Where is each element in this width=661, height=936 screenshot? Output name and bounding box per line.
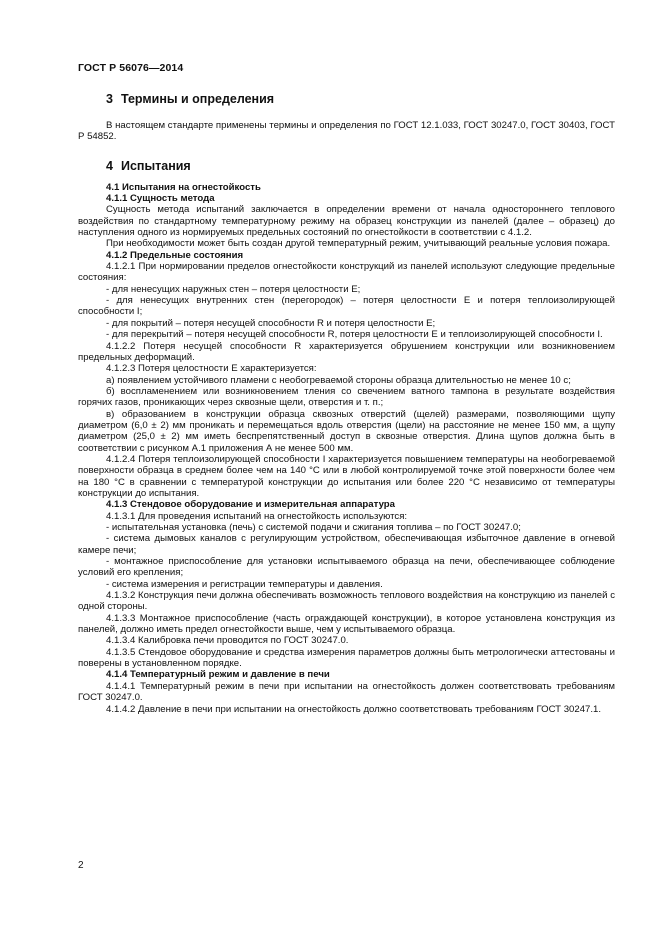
subsection-heading: 4.1.2 Предельные состояния [106, 249, 244, 261]
subsection-heading: 4.1.1 Сущность метода [106, 193, 215, 205]
paragraph: 4.1.4.1 Температурный режим в печи при испытании на огнестойкость должен соответствовать требованиям ГОСТ 30247.0. [78, 680, 615, 704]
subsection-heading: 4.1.3 Стендовое оборудование и измерительная аппаратура [106, 499, 395, 511]
paragraph: 4.1.3.3 Монтажное приспособление (часть ограждающей конструкции), в которое установлена конструкция из панелей, должно иметь предел огнестойкости выше, чем у испытываемого образца. [78, 612, 615, 636]
paragraph: в) образованием в конструкции образца сквозных отверстий (щелей) размерами, позволяющими щупу диаметром (6,0 ± 2) мм проникать и перемещаться вдоль отверстия (щели) на расстояние не менее 150 мм, а щупу диаметром (25,0 ± 2) мм иметь беспрепятственный доступ в сквозные отверстия. Длина щупов должна быть в соответствии с рисунком А.1 приложения А не менее 500 мм. [78, 408, 615, 454]
paragraph: - система дымовых каналов с регулирующим устройством, обеспечивающая избыточное давление в огневой камере печи; [78, 533, 615, 556]
subsection-heading: 4.1.4 Температурный режим и давление в печи [106, 669, 330, 681]
paragraph: Сущность метода испытаний заключается в определении времени от начала одностороннего теплового воздействия по стандартному температурному режиму на образец конструкции из панелей (далее – образец) до наступления одного из нормируемых предельных состояний по огнестойкости в соответствии с 4.1.2. [78, 204, 615, 239]
paragraph: б) воспламенением или возникновением тления со свечением ватного тампона в результате воздействия горячих газов, проникающих через сквозные щели, отверстия и т. п.; [78, 385, 615, 409]
section-4-number: 4 [106, 158, 113, 173]
paragraph: 4.1.3.5 Стендовое оборудование и средства измерения параметров должны быть метрологически аттестованы и поверены в установленном порядке. [78, 646, 615, 670]
section-4-heading [106, 159, 615, 173]
section-3-paragraph: В настоящем стандарте применены термины и определения по ГОСТ 12.1.033, ГОСТ 30247.0, ГОСТ 30403, ГОСТ Р 54852. [78, 120, 615, 143]
paragraph: 4.1.2.3 Потеря целостности E характеризуется: [106, 363, 317, 375]
paragraph: 4.1.4.2 Давление в печи при испытании на огнестойкость должно соответствовать требованиям ГОСТ 30247.1. [106, 703, 602, 715]
subsection-heading: 4.1 Испытания на огнестойкость [106, 181, 261, 193]
section-3-title: Термины и определения [120, 92, 275, 106]
document-code: ГОСТ Р 56076—2014 [78, 62, 184, 74]
paragraph: - испытательная установка (печь) с системой подачи и сжигания топлива – по ГОСТ 30247.0; [106, 522, 521, 533]
paragraph: 4.1.2.2 Потеря несущей способности R характеризуется обрушением конструкции или возникновением предельных деформаций. [78, 340, 615, 363]
paragraph: - монтажное приспособление для установки испытываемого образца на печи, обеспечивающее соблюдение условий его крепления; [78, 556, 615, 579]
paragraph: 4.1.3.4 Калибровка печи проводится по ГОСТ 30247.0. [106, 635, 349, 647]
document-page [78, 62, 615, 715]
section-4-body [78, 182, 615, 715]
paragraph: - для покрытий – потеря несущей способности R и потеря целостности E; [106, 317, 436, 329]
paragraph: 4.1.3.2 Конструкция печи должна обеспечивать возможность теплового воздействия на конструкцию из панелей с одной стороны. [78, 590, 615, 613]
section-3-number: 3 [106, 92, 113, 106]
paragraph: 4.1.3.1 Для проведения испытаний на огнестойкость используются: [106, 510, 408, 522]
paragraph: а) появлением устойчивого пламени с необогреваемой стороны образца длительностью не менее 10 с; [106, 374, 571, 386]
paragraph: - система измерения и регистрации температуры и давления. [106, 578, 383, 590]
paragraph: - для перекрытий – потеря несущей способности R, потеря целостности E и теплоизолирующей способности I. [106, 329, 603, 341]
page-number: 2 [78, 860, 84, 871]
section-4-title: Испытания [120, 158, 191, 173]
paragraph: - для ненесущих внутренних стен (перегородок) – потеря целостности E и потеря теплоизолирующей способности I; [78, 295, 615, 318]
paragraph: - для ненесущих наружных стен – потеря целостности E; [106, 283, 361, 295]
paragraph: При необходимости может быть создан другой температурный режим, учитывающий реальные условия пожара. [106, 238, 611, 250]
paragraph: 4.1.2.4 Потеря теплоизолирующей способности I характеризуется повышением температуры на необогреваемой поверхности образца в среднем более чем на 140 °С или в любой контролируемой точке этой поверхности более чем на 180 °С в сравнении с температурой конструкции до испытания или более 220 °С независимо от температуры конструкции до испытания. [78, 453, 615, 499]
section-3-heading [106, 92, 615, 106]
paragraph: 4.1.2.1 При нормировании пределов огнестойкости конструкций из панелей используют следующие предельные состояния: [78, 261, 615, 284]
